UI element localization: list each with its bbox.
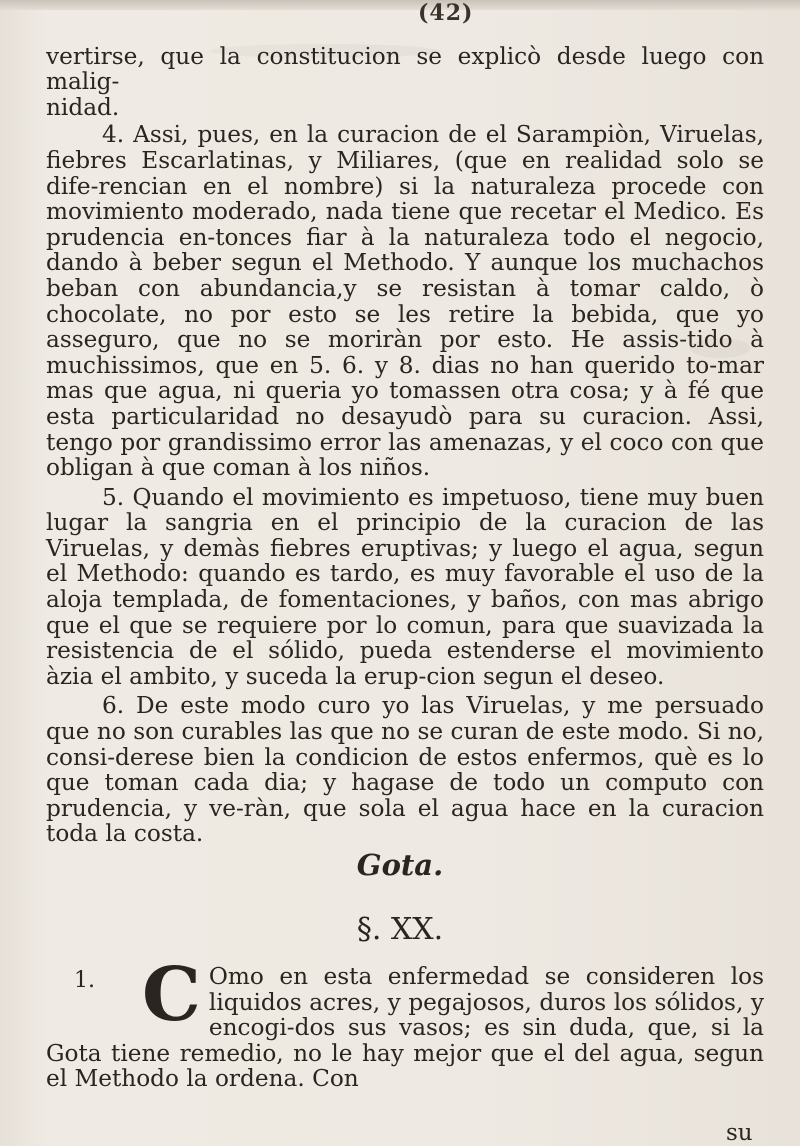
paragraph-1 xyxy=(46,952,764,1093)
paragraph-4 xyxy=(46,122,764,480)
paragraph-number: 5. xyxy=(102,483,125,511)
section-number: §. XX. xyxy=(356,912,444,947)
paragraph-text: Omo en esta enfermedad se consideren los liquidos acres, y pegajosos, duros los sólidos, y encogi-dos sus vasos; es sin duda, que, si la Gota tiene remedio, no le hay mejor que el del agua, segun el Methodo la ordena. Con xyxy=(46,963,764,1093)
paragraph-text: vertirse, que la constitucion se explicò desde luego con malig- nidad. xyxy=(46,42,764,121)
paragraph-text: De este modo curo yo las Viruelas, y me persuado que no son curables las que no se curan de este modo. Si no, consi-derese bien la condicion de estos enfermos, què es lo que toman cada dia; y hagase de todo un computo con prudencia, y ve-ràn, que sola el agua hace en la curacion toda la costa. xyxy=(46,692,764,848)
catchword: su xyxy=(726,1120,753,1146)
paragraph-number: 4. xyxy=(102,121,125,149)
paragraph-text: Assi, pues, en la curacion de el Sarampiòn, Viruelas, fiebres Escarlatinas, y Miliares, (que en realidad solo se dife-rencian en el nombre) si la naturaleza procede con movimiento moderado, nada tiene que recetar el Medico. Es prudencia en-tonces fiar à la naturaleza todo el negocio, dando à beber segun el Methodo. Y aunque los muchachos beban con abundancia,y se resistan à tomar caldo, ò chocolate, no por esto se les retire la bebida, que yo asseguro, que no se moriràn por esto. He assis-tido à muchissimos, que en 5. 6. y 8. dias no han querido to-mar mas que agua, ni queria yo tomassen otra cosa; y à fé que esta particularidad no desayudò para su curacion. Assi, tengo por grandissimo error las amenazas, y el coco con que obligan à que coman à los niños. xyxy=(46,121,765,482)
drop-cap: C xyxy=(142,952,201,1038)
page-top-edge xyxy=(0,0,800,10)
section-title: Gota. xyxy=(356,848,444,882)
paragraph-number: 6. xyxy=(102,692,125,720)
main-text-block xyxy=(46,18,764,847)
paragraph-number: 1. xyxy=(74,968,95,993)
paragraph-text: Quando el movimiento es impetuoso, tiene muy buen lugar la sangria en el principio de la curacion de las Viruelas, y demàs fiebres eruptivas; y luego el agua, segun el Methodo: quando es tardo, es muy favorable el uso de la aloja templada, de fomentaciones, y baños, con mas abrigo que el que se requiere por lo comun, para que suavizada la resistencia de el sólido, pueda estenderse el movimiento àzia el ambito, y suceda la erup-cion segun el deseo. xyxy=(46,483,764,690)
paragraph-5 xyxy=(46,485,764,690)
paragraph-6 xyxy=(46,693,764,847)
page-number: (42) xyxy=(418,0,474,26)
paragraph-intro xyxy=(46,18,764,120)
